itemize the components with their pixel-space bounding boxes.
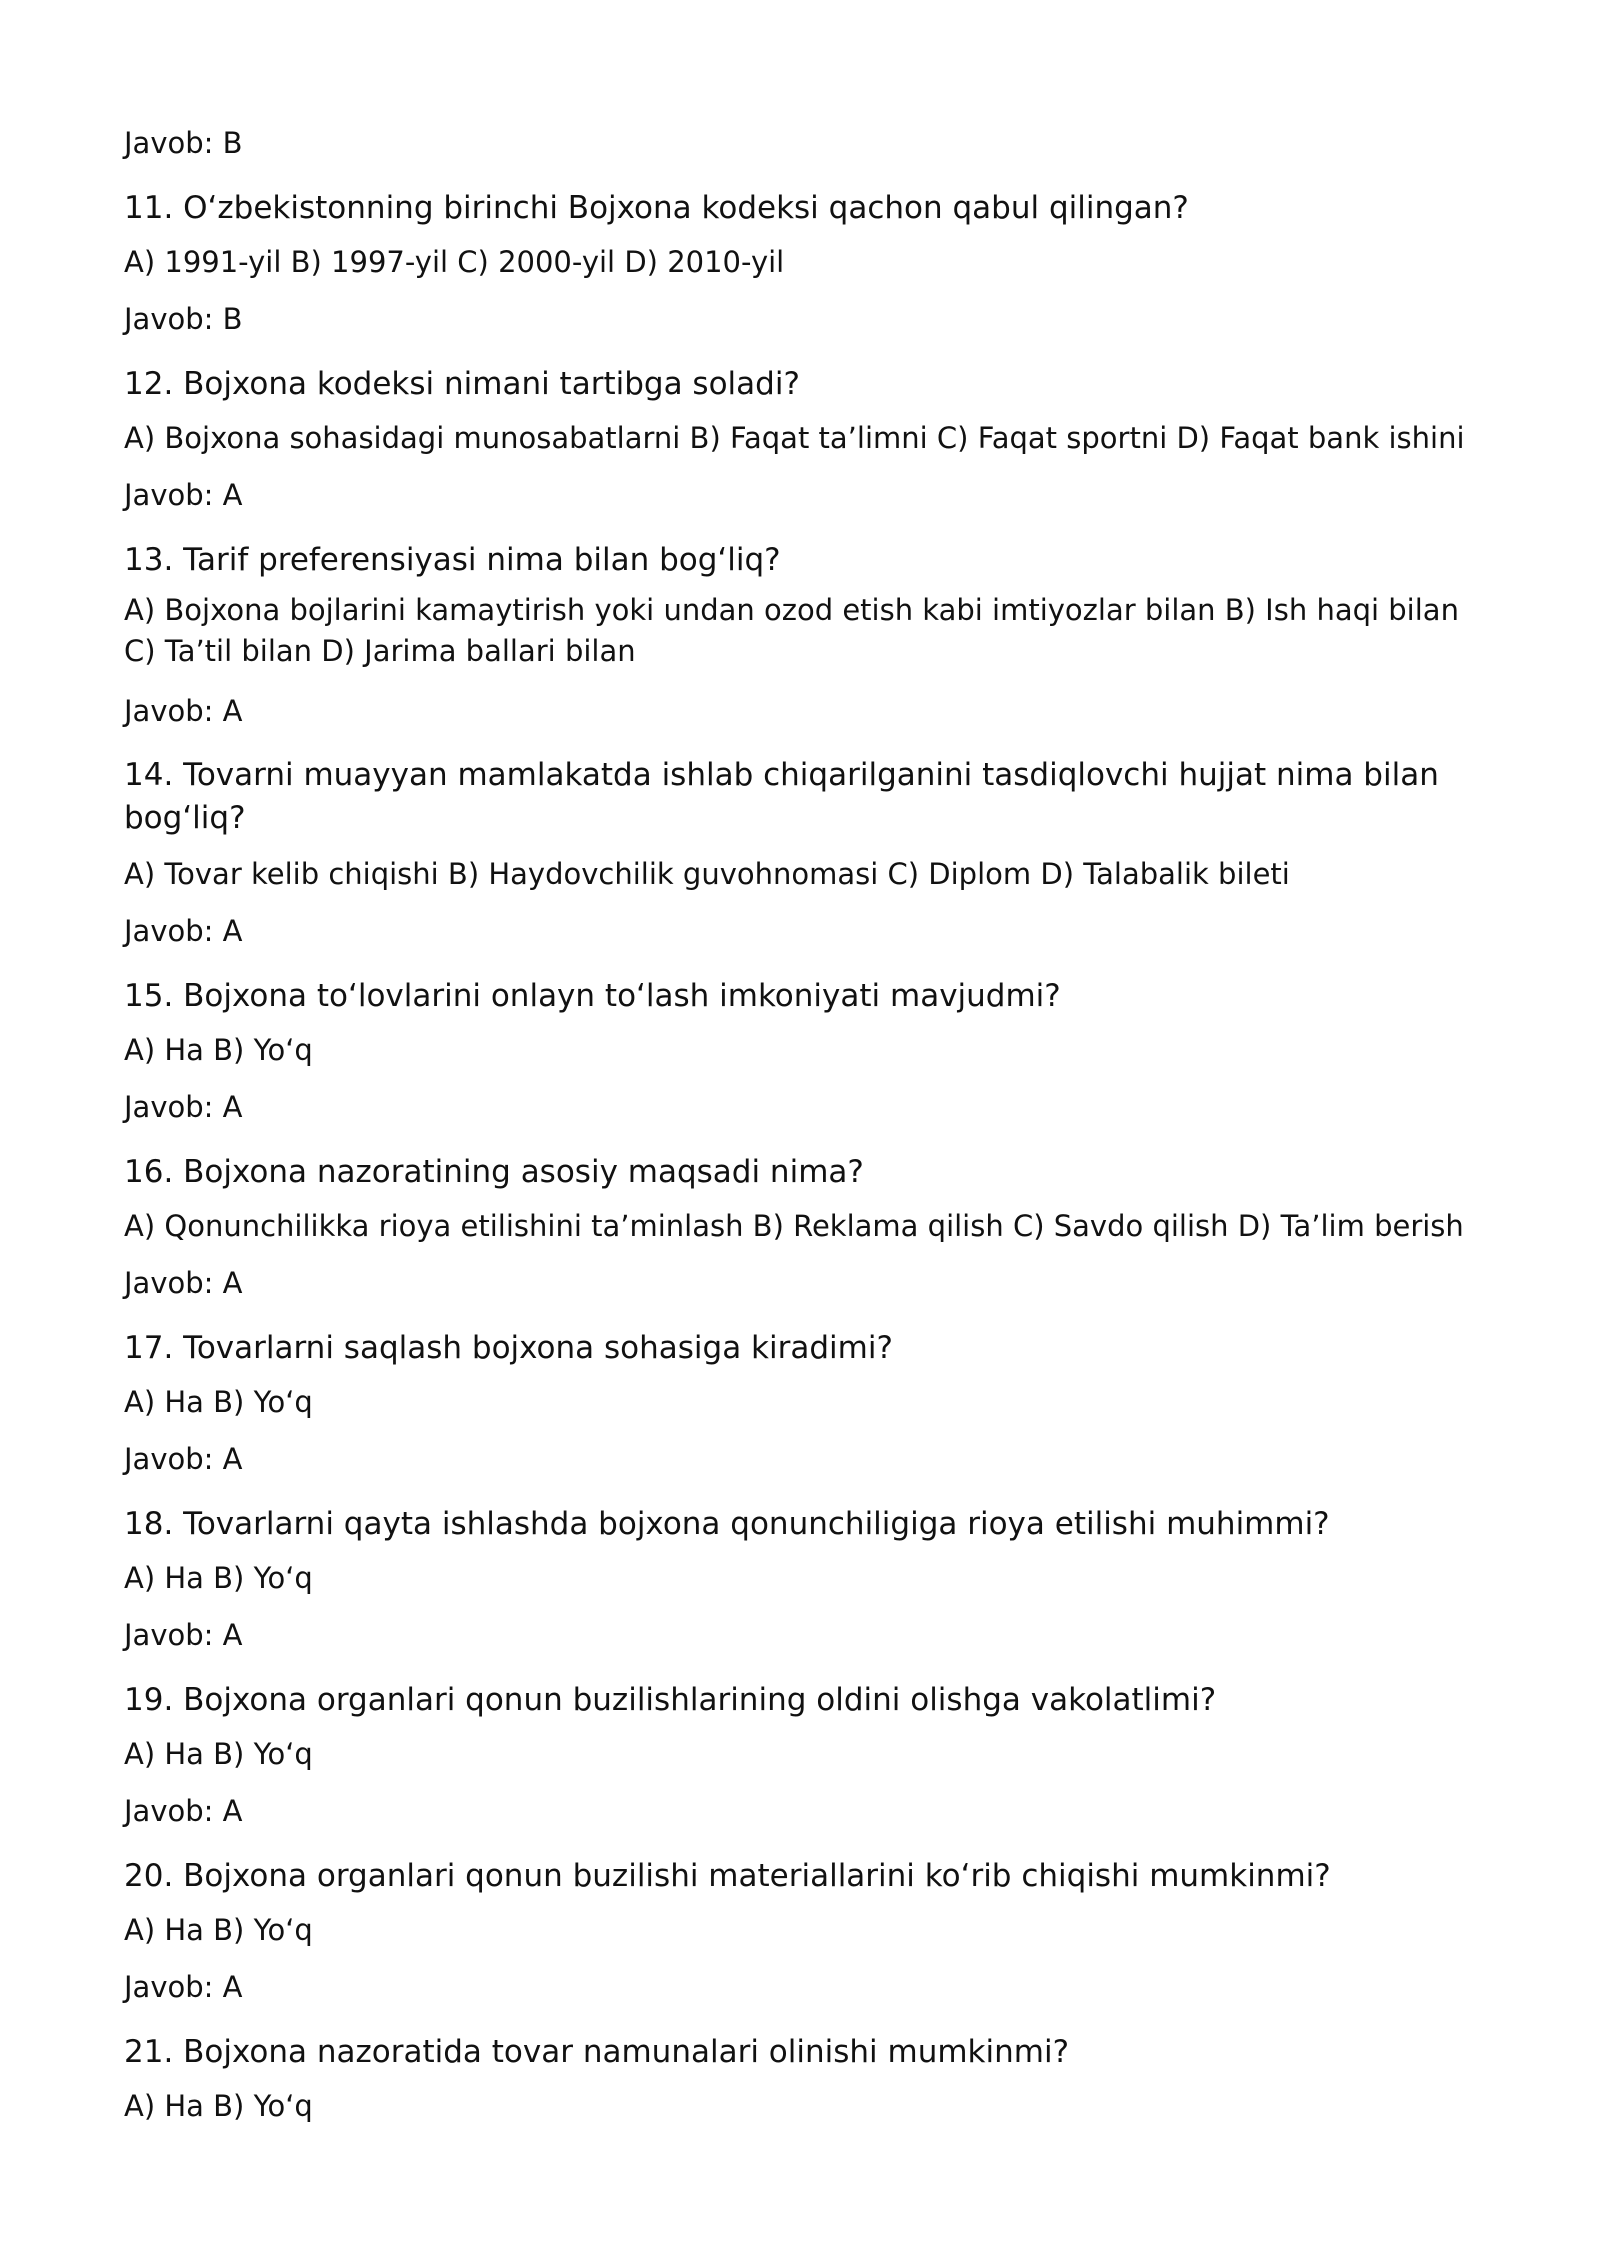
answer-text: Javob: B xyxy=(124,302,243,336)
question-text: 20. Bojxona organlari qonun buzilishi materiallarini ko‘rib chiqishi mumkinmi? xyxy=(124,1858,1331,1894)
options-text: A) Qonunchilikka rioya etilishini ta’minlash B) Reklama qilish C) Savdo qilish D) Ta’lim berish xyxy=(124,1209,1464,1243)
options-text: A) Ha B) Yo‘q xyxy=(124,1737,313,1771)
options-text: A) Ha B) Yo‘q xyxy=(124,1033,313,1067)
options-text: A) Tovar kelib chiqishi B) Haydovchilik guvohnomasi C) Diplom D) Talabalik bileti xyxy=(124,857,1290,891)
answer-text: Javob: A xyxy=(124,694,243,728)
answer-text: Javob: A xyxy=(124,1266,243,1300)
answer-text: Javob: A xyxy=(124,1618,243,1652)
options-text: A) 1991-yil B) 1997-yil C) 2000-yil D) 2010-yil xyxy=(124,245,785,279)
options-text: A) Ha B) Yo‘q xyxy=(124,1913,313,1947)
question-text: 12. Bojxona kodeksi nimani tartibga soladi? xyxy=(124,366,800,402)
answer-text: Javob: A xyxy=(124,914,243,948)
question-text: 17. Tovarlarni saqlash bojxona sohasiga kiradimi? xyxy=(124,1330,893,1366)
question-text: 21. Bojxona nazoratida tovar namunalari olinishi mumkinmi? xyxy=(124,2034,1070,2070)
options-text: A) Ha B) Yo‘q xyxy=(124,1561,313,1595)
answer-text: Javob: B xyxy=(124,126,243,160)
options-text: A) Ha B) Yo‘q xyxy=(124,2089,313,2123)
question-text: 11. O‘zbekistonning birinchi Bojxona kodeksi qachon qabul qilingan? xyxy=(124,190,1189,226)
answer-text: Javob: A xyxy=(124,478,243,512)
options-text: A) Bojxona sohasidagi munosabatlarni B) Faqat ta’limni C) Faqat sportni D) Faqat bank ishini xyxy=(124,421,1465,455)
question-text: 19. Bojxona organlari qonun buzilishlarining oldini olishga vakolatlimi? xyxy=(124,1682,1217,1718)
answer-text: Javob: A xyxy=(124,1970,243,2004)
options-text: A) Bojxona bojlarini kamaytirish yoki undan ozod etish kabi imtiyozlar bilan B) Ish haqi bilan C) Ta’til bilan D) Jarima ballari bilan xyxy=(124,593,1459,668)
question-text: 13. Tarif preferensiyasi nima bilan bog‘liq? xyxy=(124,542,781,578)
answer-text: Javob: A xyxy=(124,1442,243,1476)
answer-text: Javob: A xyxy=(124,1090,243,1124)
question-text: 18. Tovarlarni qayta ishlashda bojxona qonunchiligiga rioya etilishi muhimmi? xyxy=(124,1506,1330,1542)
options-text: A) Ha B) Yo‘q xyxy=(124,1385,313,1419)
question-text: 15. Bojxona to‘lovlarini onlayn to‘lash imkoniyati mavjudmi? xyxy=(124,978,1061,1014)
question-text: 14. Tovarni muayyan mamlakatda ishlab chiqarilganini tasdiqlovchi hujjat nima bilan bog‘liq? xyxy=(124,757,1439,836)
answer-text: Javob: A xyxy=(124,1794,243,1828)
question-text: 16. Bojxona nazoratining asosiy maqsadi nima? xyxy=(124,1154,864,1190)
